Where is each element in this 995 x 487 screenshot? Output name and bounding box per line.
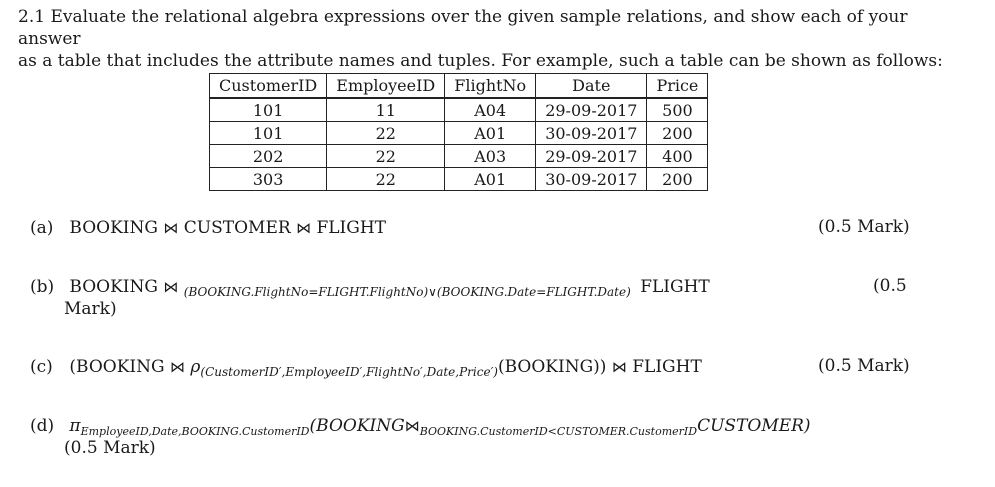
part-b-mark: (0.5 bbox=[873, 276, 907, 296]
expr-relation: (BOOKING bbox=[309, 416, 405, 436]
column-header: Date bbox=[536, 74, 647, 99]
table-cell: 200 bbox=[647, 168, 708, 191]
table-cell: A03 bbox=[445, 145, 536, 168]
join-symbol: ⋈ bbox=[163, 219, 179, 237]
expr-relation: CUSTOMER bbox=[183, 218, 291, 238]
rename-list: (CustomerID′,EmployeeID′,FlightNo′,Date,Price′) bbox=[200, 365, 498, 379]
part-c bbox=[30, 356, 702, 379]
table-row bbox=[210, 145, 708, 168]
expr-relation: (BOOKING)) bbox=[497, 357, 607, 377]
table-cell: 22 bbox=[327, 122, 445, 145]
join-condition: BOOKING.CustomerID<CUSTOMER.CustomerID bbox=[419, 425, 698, 438]
table-cell: A01 bbox=[445, 168, 536, 191]
join-symbol: ⋈ bbox=[163, 278, 179, 296]
table-cell: 30-09-2017 bbox=[536, 122, 647, 145]
question-intro bbox=[18, 6, 958, 72]
part-c-mark: (0.5 Mark) bbox=[818, 356, 910, 376]
projection-symbol: π bbox=[69, 416, 81, 436]
table-header-row bbox=[210, 74, 708, 99]
expr-relation: BOOKING bbox=[69, 277, 158, 297]
expr-relation: (BOOKING bbox=[69, 357, 165, 377]
column-header: CustomerID bbox=[210, 74, 327, 99]
expr-relation: FLIGHT bbox=[316, 218, 387, 238]
part-a bbox=[30, 217, 386, 239]
part-label: (a) bbox=[30, 218, 54, 238]
join-symbol: ⋈ bbox=[296, 219, 312, 237]
table-row bbox=[210, 168, 708, 191]
expr-relation: CUSTOMER) bbox=[697, 416, 811, 436]
intro-line-1: 2.1 Evaluate the relational algebra expressions over the given sample relations, and show each of your answer bbox=[18, 7, 908, 49]
table-cell: 30-09-2017 bbox=[536, 168, 647, 191]
join-symbol: ⋈ bbox=[611, 358, 627, 376]
expr-relation: FLIGHT bbox=[632, 357, 702, 377]
column-header: EmployeeID bbox=[327, 74, 445, 99]
table-cell: 400 bbox=[647, 145, 708, 168]
table-cell: 22 bbox=[327, 145, 445, 168]
part-label: (b) bbox=[30, 277, 55, 297]
part-b bbox=[30, 276, 710, 299]
column-header: Price bbox=[647, 74, 708, 99]
part-d bbox=[30, 415, 990, 439]
part-label: (d) bbox=[30, 416, 55, 436]
expr-relation: FLIGHT bbox=[640, 277, 710, 297]
part-label: (c) bbox=[30, 357, 53, 377]
expr-relation: BOOKING bbox=[69, 218, 158, 238]
table-cell: 303 bbox=[210, 168, 327, 191]
table-cell: 101 bbox=[210, 98, 327, 122]
table-cell: 22 bbox=[327, 168, 445, 191]
part-b-mark-cont: Mark) bbox=[64, 299, 117, 319]
join-symbol: ⋈ bbox=[170, 358, 185, 376]
table-cell: 29-09-2017 bbox=[536, 98, 647, 122]
table-cell: 200 bbox=[647, 122, 708, 145]
sample-table bbox=[209, 73, 708, 191]
table-cell: 29-09-2017 bbox=[536, 145, 647, 168]
table-cell: A01 bbox=[445, 122, 536, 145]
intro-line-2: as a table that includes the attribute names and tuples. For example, such a table can be shown as follows: bbox=[18, 51, 943, 71]
table-cell: A04 bbox=[445, 98, 536, 122]
table-row bbox=[210, 122, 708, 145]
table-cell: 11 bbox=[327, 98, 445, 122]
part-a-mark: (0.5 Mark) bbox=[818, 217, 910, 237]
join-condition: (BOOKING.FlightNo=FLIGHT.FlightNo)∨(BOOKING.Date=FLIGHT.Date) bbox=[183, 285, 631, 299]
join-symbol: ⋈ bbox=[404, 417, 420, 435]
rename-symbol: ρ bbox=[190, 357, 201, 377]
projection-list: EmployeeID,Date,BOOKING.CustomerID bbox=[80, 425, 310, 438]
table-cell: 500 bbox=[647, 98, 708, 122]
column-header: FlightNo bbox=[445, 74, 536, 99]
table-cell: 202 bbox=[210, 145, 327, 168]
table-cell: 101 bbox=[210, 122, 327, 145]
table-row bbox=[210, 98, 708, 122]
part-d-mark: (0.5 Mark) bbox=[64, 438, 156, 458]
